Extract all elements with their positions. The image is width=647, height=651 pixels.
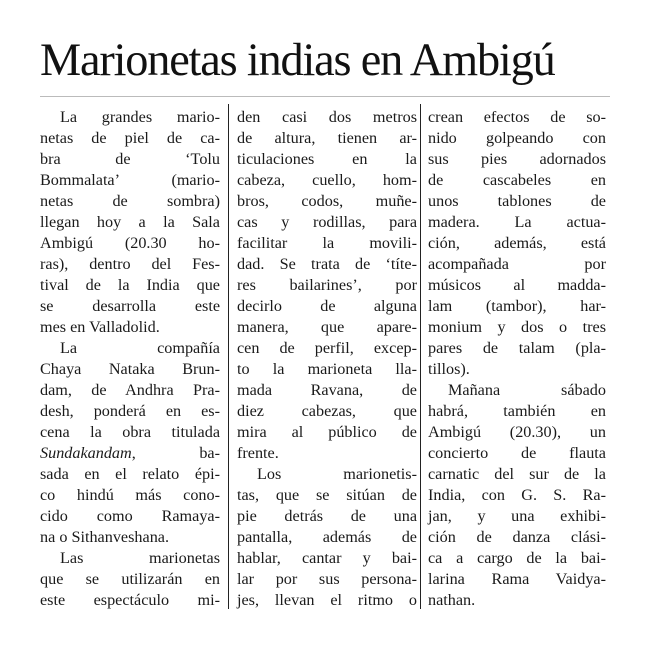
text-line: tillos). — [428, 360, 470, 378]
text-line: mira al público de — [237, 423, 417, 441]
text-line: larina Rama Vaidya- — [428, 570, 606, 588]
text-line: cas y rodillas, para — [237, 213, 417, 231]
text-line: jes, llevan el ritmo o — [237, 591, 417, 609]
text-line: Ambigú (20.30 ho- — [40, 234, 220, 252]
text-line: manera, que apare- — [237, 318, 417, 336]
text-line: madera. La actua- — [428, 213, 606, 231]
text-line: tival de la India que — [40, 276, 220, 294]
text-line: cen de perfil, excep- — [237, 339, 417, 357]
text-line: de altura, tienen ar- — [237, 129, 417, 147]
text-line: frente. — [237, 444, 279, 462]
text-line: Chaya Nataka Brun- — [40, 360, 220, 378]
text-line: netas de piel de ca- — [40, 129, 220, 147]
text-line: India, con G. S. Ra- — [428, 486, 606, 504]
text-line: facilitar la movili- — [237, 234, 417, 252]
text-line: La grandes mario- — [60, 108, 220, 126]
text-line: se desarrolla este — [40, 297, 220, 315]
text-line: lar por sus persona- — [237, 570, 417, 588]
text-line: hablar, cantar y bai- — [237, 549, 417, 567]
article-column-1 — [40, 107, 220, 611]
text-line: acompañada por — [428, 255, 606, 273]
text-line: Los marionetis- — [257, 465, 417, 483]
text-line: ción de danza clási- — [428, 528, 606, 546]
text-line: res bailarines’, por — [237, 276, 417, 294]
text-line: Mañana sábado — [448, 381, 606, 399]
column-divider — [420, 104, 421, 609]
text-line: na o Sithanveshana. — [40, 528, 170, 546]
text-line: cabeza, cuello, hom- — [237, 171, 417, 189]
text-line: sus pies adornados — [428, 150, 606, 168]
text-line: Bommalata’ (mario- — [40, 171, 220, 189]
text-line: to la marioneta lla- — [237, 360, 417, 378]
text-line: crean efectos de so- — [428, 108, 606, 126]
text-line: concierto de flauta — [428, 444, 606, 462]
text-line: nathan. — [428, 591, 476, 609]
text-line: mes en Valladolid. — [40, 318, 160, 336]
text-line: monium y dos o tres — [428, 318, 606, 336]
work-title: Sundakandam — [40, 444, 132, 462]
text-line: ción, además, está — [428, 234, 606, 252]
text-line: cena la obra titulada — [40, 423, 220, 441]
column-divider — [228, 104, 229, 609]
text-line: mada Ravana, de — [237, 381, 417, 399]
text-line: pares de talam (pla- — [428, 339, 606, 357]
article-column-3 — [428, 107, 606, 611]
headline: Marionetas indias en Ambigú — [40, 34, 555, 86]
text-line: músicos al madda- — [428, 276, 606, 294]
text-line: Sundakandam, ba- — [40, 444, 220, 462]
text-line: habrá, también en — [428, 402, 606, 420]
text-line: ca a cargo de la bai- — [428, 549, 606, 567]
text-line: decirlo de alguna — [237, 297, 417, 315]
text-line: diez cabezas, que — [237, 402, 417, 420]
text-line: pantalla, además de — [237, 528, 417, 546]
text-line: este espectáculo mi- — [40, 591, 220, 609]
text-line: desh, ponderá en es- — [40, 402, 220, 420]
text-line: sada en el relato épi- — [40, 465, 220, 483]
headline-rule — [40, 96, 610, 97]
text-line: bros, codos, muñe- — [237, 192, 417, 210]
text-line: dam, de Andhra Pra- — [40, 381, 220, 399]
text-line: unos tablones de — [428, 192, 606, 210]
text-line: que se utilizarán en — [40, 570, 220, 588]
text-line: llegan hoy a la Sala — [40, 213, 220, 231]
text-line: de cascabeles en — [428, 171, 606, 189]
text-line: nido golpeando con — [428, 129, 606, 147]
text-line: pie detrás de una — [237, 507, 417, 525]
text-line: bra de ‘Tolu — [40, 150, 220, 168]
text-line: Las marionetas — [60, 549, 220, 567]
text-line: La compañía — [60, 339, 220, 357]
text-line: netas de sombra) — [40, 192, 220, 210]
text-line: ras), dentro del Fes- — [40, 255, 220, 273]
text-line: lam (tambor), har- — [428, 297, 606, 315]
text-line: Ambigú (20.30), un — [428, 423, 606, 441]
text-line: tas, que se sitúan de — [237, 486, 417, 504]
text-line: ticulaciones en la — [237, 150, 417, 168]
text-line: den casi dos metros — [237, 108, 417, 126]
text-line: co hindú más cono- — [40, 486, 220, 504]
text-line: jan, y una exhibi- — [428, 507, 606, 525]
text-line: dad. Se trata de ‘títe- — [237, 255, 417, 273]
text-line: carnatic del sur de la — [428, 465, 606, 483]
text-line: cido como Ramaya- — [40, 507, 220, 525]
article-column-2 — [237, 107, 417, 611]
